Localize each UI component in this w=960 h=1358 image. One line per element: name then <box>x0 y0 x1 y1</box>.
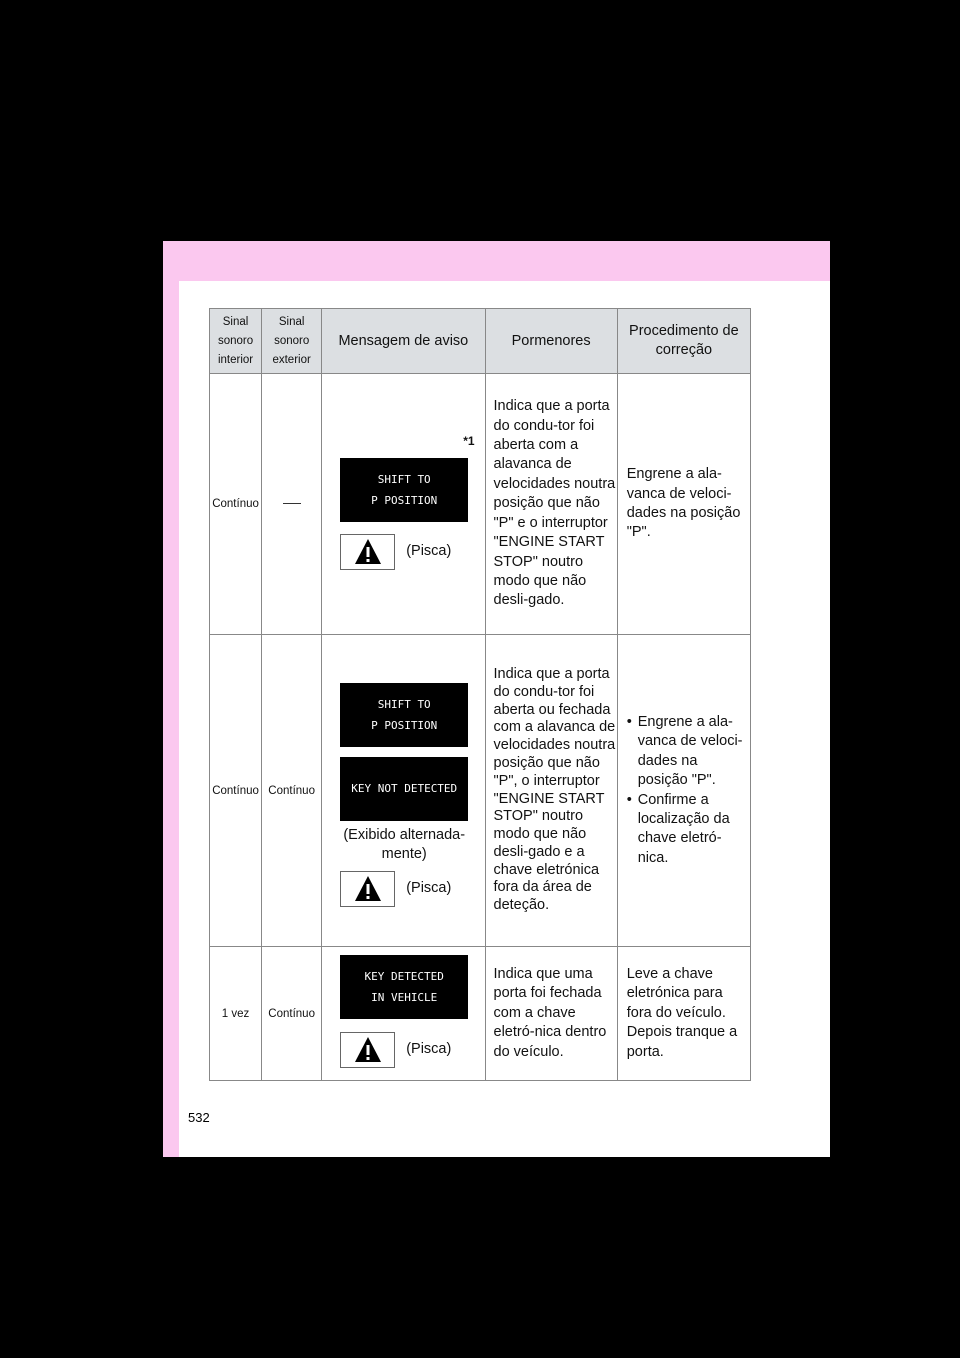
procedure-list <box>627 713 750 868</box>
display-key-not-detected: KEY NOT DETECTED <box>340 757 468 821</box>
table-header-row <box>210 309 751 374</box>
blink-label: (Pisca) <box>406 1041 452 1057</box>
warning-indicator <box>340 871 395 907</box>
header-inner-beep: Sinal sonoro interior <box>210 309 262 374</box>
warning-table <box>209 308 751 1081</box>
header-bar <box>163 241 830 281</box>
warning-triangle-icon <box>353 874 383 904</box>
warning-indicator <box>340 534 395 570</box>
inner-beep-cell: 1 vez <box>210 947 262 1081</box>
message-cell <box>322 635 485 947</box>
warning-indicator <box>340 1032 395 1068</box>
alternate-label: (Exibido alternada-mente) <box>343 827 466 863</box>
blink-label: (Pisca) <box>406 880 452 896</box>
display-shift-to-p: SHIFT TO P POSITION <box>340 683 468 747</box>
display-shift-to-p: SHIFT TO P POSITION <box>340 458 468 522</box>
header-details: Pormenores <box>485 309 617 374</box>
list-item: • Confirme a localização da chave eletró-nica. <box>627 791 750 869</box>
details-cell: Indica que a porta do condu-tor foi aberta com a alavanca de velocidades noutra posição que não "P" e o interruptor "ENGINE START STOP" noutro modo que não desli-gado. <box>485 374 617 635</box>
side-bar <box>163 281 179 1157</box>
outer-beep-cell <box>262 374 322 635</box>
blink-label: (Pisca) <box>406 543 452 559</box>
warning-triangle-icon <box>353 537 383 567</box>
header-outer-beep: Sinal sonoro exterior <box>262 309 322 374</box>
procedure-cell: Engrene a ala-vanca de veloci-dades na posição "P". <box>617 374 750 635</box>
procedure-cell <box>617 635 750 947</box>
table-row <box>210 947 751 1081</box>
warning-triangle-icon <box>353 1035 383 1065</box>
message-cell <box>322 374 485 635</box>
details-cell: Indica que a porta do condu-tor foi aberta ou fechada com a alavanca de velocidades noutra posição que não "P", o interruptor "ENGINE START STOP" noutro modo que não desli-gado e a chave eletrónica fora da área de deteção. <box>485 635 617 947</box>
message-cell <box>322 947 485 1081</box>
inner-beep-cell: Contínuo <box>210 635 262 947</box>
display-key-detected: KEY DETECTED IN VEHICLE <box>340 955 468 1019</box>
outer-beep-cell: Contínuo <box>262 947 322 1081</box>
list-item: • Engrene a ala-vanca de veloci-dades na posição "P". <box>627 713 750 791</box>
table-row <box>210 635 751 947</box>
details-cell: Indica que uma porta foi fechada com a chave eletró-nica dentro do veículo. <box>485 947 617 1081</box>
page-number: 532 <box>188 1110 210 1125</box>
footnote-mark: *1 <box>463 434 475 448</box>
inner-beep-cell: Contínuo <box>210 374 262 635</box>
table-row <box>210 374 751 635</box>
header-procedure: Procedimento de correção <box>617 309 750 374</box>
outer-beep-cell: Contínuo <box>262 635 322 947</box>
procedure-cell: Leve a chave eletrónica para fora do veículo. Depois tranque a porta. <box>617 947 750 1081</box>
dash-mark <box>283 503 301 504</box>
header-message: Mensagem de aviso <box>322 309 485 374</box>
